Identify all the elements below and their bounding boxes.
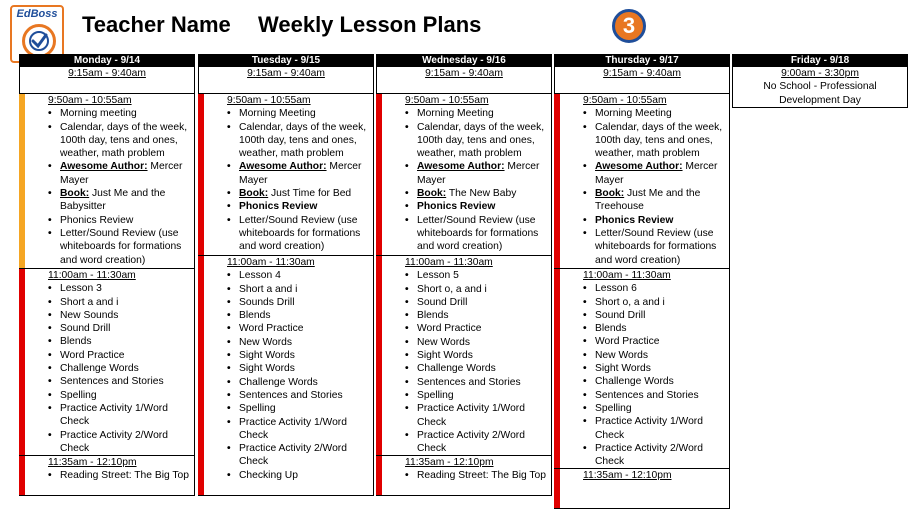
- list-item: • Practice Activity 2/Word Check: [417, 429, 551, 456]
- day-column-monday: [19, 54, 195, 482]
- list-item: • Spelling: [239, 402, 373, 415]
- list-item: • Sight Words: [417, 349, 551, 362]
- color-bar: [554, 269, 560, 468]
- slot-time: 9:50am - 10:55am: [405, 95, 489, 106]
- list-item: • Morning Meeting: [595, 107, 729, 120]
- day-column-friday: [732, 54, 908, 477]
- color-bar: [19, 94, 25, 268]
- list-item: • Word Practice: [595, 335, 729, 348]
- list-item: • New Words: [595, 349, 729, 362]
- list-item: • Sound Drill: [60, 322, 194, 335]
- color-bar: [19, 269, 25, 455]
- list-item: • Blends: [60, 335, 194, 348]
- list-item: • Practice Activity 2/Word Check: [60, 429, 194, 456]
- activity-list: [377, 107, 551, 253]
- slot-time: 9:15am - 9:40am: [425, 68, 503, 79]
- slot-time: 11:35am - 12:10pm: [48, 457, 137, 468]
- list-item: • Phonics Review: [417, 200, 551, 213]
- slot-time: 9:50am - 10:55am: [583, 95, 667, 106]
- activity-list: [20, 282, 194, 455]
- list-item: • Challenge Words: [60, 362, 194, 375]
- page-title: Weekly Lesson Plans: [258, 12, 482, 37]
- slot-time: 9:15am - 9:40am: [68, 68, 146, 79]
- list-item: • Sound Drill: [417, 296, 551, 309]
- list-item: • Spelling: [60, 389, 194, 402]
- list-item: • Book: The New Baby: [417, 187, 551, 200]
- list-item: • Challenge Words: [595, 375, 729, 388]
- list-item: • Practice Activity 1/Word Check: [60, 402, 194, 429]
- list-item: • Checking Up: [239, 469, 373, 482]
- list-item: • New Words: [239, 336, 373, 349]
- time-slot: [554, 94, 730, 269]
- activity-list: [20, 469, 194, 482]
- slot-time: 9:15am - 9:40am: [603, 68, 681, 79]
- list-item: • Sounds Drill: [239, 296, 373, 309]
- slot-time: 9:15am - 9:40am: [247, 68, 325, 79]
- list-item: • Phonics Review: [60, 214, 194, 227]
- day-header: Thursday - 9/17: [554, 54, 730, 67]
- list-item: • New Sounds: [60, 309, 194, 322]
- logo-text: EdBoss: [16, 8, 58, 20]
- time-slot: [554, 269, 730, 469]
- time-slot: [376, 456, 552, 496]
- list-item: • Phonics Review: [239, 200, 373, 213]
- day-column-tuesday: [198, 54, 374, 481]
- list-item: • Sentences and Stories: [239, 389, 373, 402]
- time-slot: [198, 256, 374, 496]
- list-item: • Letter/Sound Review (use whiteboards for formations and word creation): [60, 227, 194, 267]
- list-item: • Morning Meeting: [239, 107, 373, 120]
- slot-time: 9:50am - 10:55am: [48, 95, 132, 106]
- list-item: • Practice Activity 2/Word Check: [239, 442, 373, 469]
- time-slot: [376, 67, 552, 94]
- time-slot: [198, 94, 374, 256]
- list-item: • Sentences and Stories: [417, 376, 551, 389]
- list-item: • Awesome Author: Mercer Mayer: [417, 160, 551, 187]
- list-item: • Blends: [239, 309, 373, 322]
- slot-time: 11:35am - 12:10pm: [583, 470, 672, 481]
- list-item: • Practice Activity 1/Word Check: [239, 416, 373, 443]
- time-slot: [554, 469, 730, 509]
- list-item: • Short o, a and i: [595, 296, 729, 309]
- slot-time: 11:00am - 11:30am: [405, 257, 493, 268]
- day-header: Tuesday - 9/15: [198, 54, 374, 67]
- color-bar: [554, 469, 560, 508]
- activity-list: [377, 469, 551, 482]
- list-item: • Short o, a and i: [417, 283, 551, 296]
- day-column-wednesday: [376, 54, 552, 482]
- list-item: • Awesome Author: Mercer Mayer: [239, 160, 373, 187]
- color-bar: [19, 456, 25, 495]
- list-item: • Awesome Author: Mercer Mayer: [595, 160, 729, 187]
- list-item: • Morning meeting: [60, 107, 194, 120]
- week-number-badge: 3: [612, 9, 646, 43]
- slot-time: 11:00am - 11:30am: [227, 257, 315, 268]
- list-item: • Morning Meeting: [417, 107, 551, 120]
- color-bar: [376, 456, 382, 495]
- activity-list: [377, 269, 551, 455]
- list-item: • Blends: [595, 322, 729, 335]
- activity-list: [20, 107, 194, 267]
- slot-time: 11:00am - 11:30am: [583, 270, 671, 281]
- slot-time: 11:00am - 11:30am: [48, 270, 136, 281]
- slot-time: 11:35am - 12:10pm: [405, 457, 494, 468]
- teacher-name: Teacher Name: [82, 12, 231, 37]
- time-slot: [554, 67, 730, 94]
- time-slot: [19, 456, 195, 496]
- checkmark-icon: [22, 24, 56, 58]
- list-item: • Calendar, days of the week, 100th day, tens and ones, weather, math problem: [417, 121, 551, 161]
- list-item: • Challenge Words: [417, 362, 551, 375]
- activity-list: [199, 269, 373, 482]
- time-slot: [19, 94, 195, 269]
- list-item: • Book: Just Me and the Babysitter: [60, 187, 194, 214]
- list-item: • Awesome Author: Mercer Mayer: [60, 160, 194, 187]
- list-item: • Sound Drill: [595, 309, 729, 322]
- day-column-thursday: [554, 54, 730, 481]
- time-slot: [376, 256, 552, 456]
- activity-list: [199, 107, 373, 253]
- list-item: • Practice Activity 1/Word Check: [595, 415, 729, 442]
- time-slot: [19, 269, 195, 456]
- list-item: • Word Practice: [417, 322, 551, 335]
- list-item: • Sentences and Stories: [595, 389, 729, 402]
- list-item: • Word Practice: [239, 322, 373, 335]
- list-item: • New Words: [417, 336, 551, 349]
- list-item: • Sentences and Stories: [60, 375, 194, 388]
- list-item: • Sight Words: [239, 362, 373, 375]
- activity-list: [555, 282, 729, 468]
- list-item: • Word Practice: [60, 349, 194, 362]
- time-slot: [376, 94, 552, 256]
- slot-time: 9:50am - 10:55am: [227, 95, 311, 106]
- time-slot: [198, 67, 374, 94]
- list-item: • Spelling: [417, 389, 551, 402]
- color-bar: [376, 256, 382, 455]
- list-item: • Lesson 5: [417, 269, 551, 282]
- list-item: • Book: Just Me and the Treehouse: [595, 187, 729, 214]
- list-item: • Reading Street: The Big Top: [60, 469, 194, 482]
- color-bar: [376, 94, 382, 255]
- list-item: • Lesson 3: [60, 282, 194, 295]
- list-item: • Sight Words: [239, 349, 373, 362]
- color-bar: [198, 94, 204, 255]
- list-item: • Calendar, days of the week, 100th day, tens and ones, weather, math problem: [595, 121, 729, 161]
- slot-time: 9:00am - 3:30pm: [781, 68, 859, 79]
- list-item: • Blends: [417, 309, 551, 322]
- list-item: • Letter/Sound Review (use whiteboards for formations and word creation): [417, 214, 551, 254]
- list-item: • Phonics Review: [595, 214, 729, 227]
- day-header: Monday - 9/14: [19, 54, 195, 67]
- list-item: • Letter/Sound Review (use whiteboards for formations and word creation): [239, 214, 373, 254]
- list-item: • Short a and i: [239, 283, 373, 296]
- list-item: • Lesson 4: [239, 269, 373, 282]
- list-item: • Practice Activity 2/Word Check: [595, 442, 729, 469]
- color-bar: [554, 94, 560, 268]
- list-item: • Calendar, days of the week, 100th day, tens and ones, weather, math problem: [60, 121, 194, 161]
- time-slot: [19, 67, 195, 94]
- list-item: • Book: Just Time for Bed: [239, 187, 373, 200]
- list-item: • Calendar, days of the week, 100th day, tens and ones, weather, math problem: [239, 121, 373, 161]
- activity-list: [555, 107, 729, 267]
- list-item: • Practice Activity 1/Word Check: [417, 402, 551, 429]
- list-item: • Spelling: [595, 402, 729, 415]
- list-item: • Sight Words: [595, 362, 729, 375]
- list-item: • Letter/Sound Review (use whiteboards for formations and word creation): [595, 227, 729, 267]
- list-item: • Challenge Words: [239, 376, 373, 389]
- color-bar: [198, 256, 204, 495]
- day-header: Friday - 9/18: [732, 54, 908, 67]
- list-item: • Lesson 6: [595, 282, 729, 295]
- day-header: Wednesday - 9/16: [376, 54, 552, 67]
- list-item: • Reading Street: The Big Top: [417, 469, 551, 482]
- time-slot: [732, 67, 908, 108]
- no-school-note: No School - Professional Development Day: [763, 81, 877, 106]
- list-item: • Short a and i: [60, 296, 194, 309]
